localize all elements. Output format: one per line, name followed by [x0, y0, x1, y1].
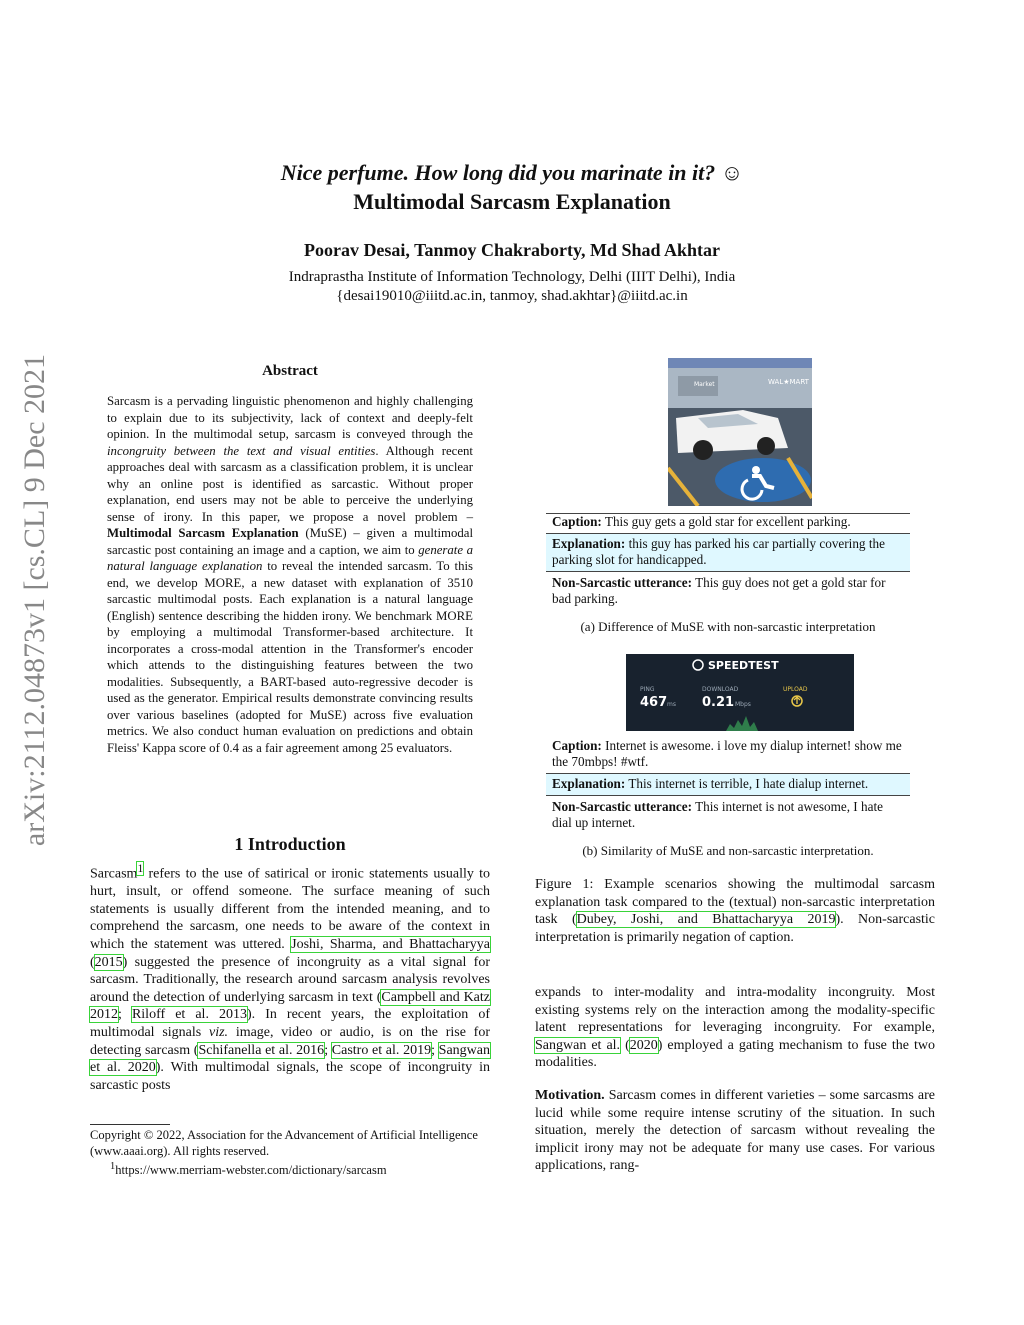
- non-sarcastic-text: This guy does not get a gold star for bad parking.: [552, 575, 886, 606]
- store-sign-walmart: WAL★MART: [768, 378, 809, 386]
- explanation-label: Explanation:: [552, 776, 626, 791]
- footnote-1: [90, 1159, 490, 1179]
- intro-text: ;: [431, 1042, 439, 1058]
- figure-b-explanation: [546, 773, 910, 795]
- abstract-p4: to reveal the intended sarcasm. To this end, we develop MORE, a new dataset with explanation of 3510 sarcastic multimodal posts. Each explanation is a natural language (English) sentence describing the hidden irony. We benchmark MORE by employing a multimodal Transformer-based architecture. It incorporates a cross-modal attention in the Transformer's encoder which attends to the distinguishing features between the two modalities. Subsequently, a BART-based auto-regressive decoder is used as the generator. Empirical results demonstrate convincing results over various baselines (adopted for MuSE) across five evaluation metrics. We also conduct human evaluation on predictions and obtain Fleiss' Kappa score of 0.4 as a fair agreement among 25 evaluators.: [107, 559, 473, 755]
- copyright-note: Copyright © 2022, Association for the Advancement of Artificial Intelligence (www.aaai.org). All rights reserved.: [90, 1128, 478, 1158]
- caption-text: Internet is awesome. i love my dialup internet! show me the 70mbps! #wtf.: [552, 738, 902, 769]
- intro-text: (: [90, 954, 95, 970]
- abstract-heading: Abstract: [262, 363, 318, 379]
- footnote-mark: 1: [110, 1161, 116, 1172]
- caption-text: This guy gets a gold star for excellent parking.: [601, 514, 851, 529]
- footnote-rule: [90, 1124, 170, 1125]
- citation-link[interactable]: Schifanella et al. 2016: [198, 1042, 325, 1058]
- download-label: DOWNLOAD: [702, 686, 739, 693]
- muse-term: Multimodal Sarcasm Explanation: [107, 526, 299, 540]
- intro-text: ) suggested the presence of incongruity as a vital signal for sarcasm. Traditionally, the research around sarcasm analysis revolves around the detection of underlying sarcasm in text (: [90, 954, 490, 1005]
- abstract-p1-em: incongruity between the text and visual entities: [107, 443, 376, 458]
- non-sarcastic-text: This internet is not awesome, I hate dial up internet.: [552, 799, 883, 830]
- intro-text: ;: [118, 1007, 132, 1023]
- body-text: ) employed a gating mechanism to fuse the two modalities.: [535, 1037, 936, 1071]
- introduction-heading: 1 Introduction: [234, 834, 346, 854]
- caption-label: Caption:: [552, 514, 602, 529]
- figure-a-non-sarcastic: [546, 571, 910, 607]
- abstract-p3-em: generate a natural language explanation: [107, 542, 474, 573]
- ping-label: PING: [640, 686, 655, 693]
- figure-1-caption: [535, 876, 935, 946]
- footnote-link[interactable]: 1: [137, 862, 144, 875]
- abstract-p1: Sarcasm is a pervading linguistic phenomenon and highly challenging to explain due to its subjectivity, lack of context and deeply-felt opinion. In the multimodal setup, sarcasm is conveyed through the: [107, 394, 473, 441]
- explanation-label: Explanation:: [552, 536, 626, 551]
- motivation-heading: Motivation.: [535, 1088, 605, 1103]
- non-sarcastic-label: Non-Sarcastic utterance:: [552, 799, 693, 814]
- figure-a-caption: [546, 513, 910, 533]
- body-text: (: [620, 1037, 630, 1053]
- arxiv-id: arXiv:2112.04873v1 [cs.CL] 9 Dec 2021: [18, 353, 51, 847]
- affiliation: Indraprastha Institute of Information Technology, Delhi (IIIT Delhi), India: [288, 269, 736, 285]
- citation-link[interactable]: Campbell and Katz 2012: [90, 989, 491, 1023]
- body-text: Sarcasm comes in different varieties – some sarcasms are lucid while some require intense scrutiny of the situation. In such situation, merely the detection of sarcasm without revealing the implicit irony may not be adequate for many use cases. For various applications, rang-: [535, 1088, 935, 1174]
- intro-text: refers to the use of satirical or ironic statements usually to hurt, insult, or offend someone. The surface meaning of such statements is usually different from the intended meaning, and to comprehend the sarcasm, one needs to be aware of the context in which the statement was uttered.: [90, 866, 490, 953]
- abstract-p3: (MuSE) – given a multimodal sarcastic post containing an image and a caption, we aim to: [107, 526, 473, 557]
- right-column-paragraph: [535, 984, 935, 1072]
- citation-link[interactable]: Sangwan et al. 2020: [90, 1042, 490, 1076]
- subfigure-b-caption: (b) Similarity of MuSE and non-sarcastic interpretation.: [582, 843, 874, 858]
- arxiv-stamp: [15, 353, 55, 847]
- intro-text: image, video or audio, is on the rise for detecting sarcasm (: [90, 1025, 490, 1058]
- intro-text: ). In recent years, the exploitation of multimodal signals: [90, 1007, 490, 1040]
- figure-caption-text: Figure 1: Example scenarios showing the multimodal sarcasm explanation task compared to the (textual) non-sarcastic interpretation task (: [535, 877, 935, 928]
- caption-label: Caption:: [552, 738, 602, 753]
- emails: {desai19010@iiitd.ac.in, tanmoy, shad.akhtar}@iiitd.ac.in: [336, 288, 688, 304]
- parking-photo: [668, 358, 812, 506]
- footnotes: [90, 1128, 490, 1179]
- footnote-url[interactable]: https://www.merriam-webster.com/dictionary/sarcasm: [115, 1163, 387, 1178]
- intro-text: ;: [324, 1042, 332, 1058]
- citation-link[interactable]: 2015: [94, 954, 123, 970]
- authors: Poorav Desai, Tanmoy Chakraborty, Md Shad Akhtar: [303, 240, 721, 260]
- download-unit: Mbps: [735, 701, 751, 708]
- figure-b-textbox: [546, 738, 910, 831]
- non-sarcastic-label: Non-Sarcastic utterance:: [552, 575, 693, 590]
- paper-title-line2: Multimodal Sarcasm Explanation: [353, 189, 671, 214]
- motivation-paragraph: [535, 1087, 935, 1175]
- intro-text: viz.: [208, 1025, 229, 1040]
- figure-b-image: [626, 654, 854, 731]
- body-text: expands to inter-modality and intra-modality incongruity. Most existing systems rely on the interaction among the modality-specific latent representations for leveraging incongruity. For example,: [535, 985, 935, 1036]
- paper-title-line1: Nice perfume. How long did you marinate in it? ☺: [280, 160, 744, 185]
- citation-link[interactable]: Joshi, Sharma, and Bhattacharyya: [291, 937, 490, 953]
- citation-link[interactable]: Dubey, Joshi, and Bhattacharyya 2019: [576, 912, 836, 928]
- ping-value: 467: [640, 695, 668, 710]
- intro-text: ). With multimodal signals, the scope of incongruity in sarcastic posts: [90, 1060, 490, 1093]
- ping-unit: ms: [667, 701, 676, 708]
- speedtest-title: SPEEDTEST: [708, 659, 779, 672]
- citation-link[interactable]: Riloff et al. 2013: [131, 1007, 247, 1023]
- figure-b-non-sarcastic: [546, 795, 910, 831]
- figure-a-explanation: [546, 533, 910, 571]
- affiliation-block: [0, 268, 1024, 306]
- figure-caption-text: ). Non-sarcastic interpretation is primarily negation of caption.: [535, 912, 936, 945]
- introduction-text: [90, 860, 490, 1094]
- figure-b-caption: [546, 738, 910, 773]
- citation-link[interactable]: Castro et al. 2019: [331, 1042, 432, 1058]
- figure-a-textbox: [546, 513, 910, 607]
- citation-link[interactable]: 2020: [629, 1037, 658, 1053]
- subfigure-a-caption: (a) Difference of MuSE with non-sarcastic interpretation: [580, 619, 876, 634]
- upload-label: UPLOAD: [783, 686, 808, 693]
- citation-link[interactable]: Sangwan et al.: [535, 1037, 621, 1053]
- store-sign-market: Market: [694, 381, 715, 388]
- abstract-p2: . Although recent approaches deal with sarcasm as a classification problem, it is unclear why an online post is identified as sarcastic. Without proper explanation, end users may not be able to perceive the underlying sense of irony. In this paper, we propose a novel problem –: [107, 443, 473, 524]
- explanation-text: This internet is terrible, I hate dialup internet.: [625, 776, 869, 791]
- download-value: 0.21: [702, 695, 735, 710]
- speedtest-screenshot: [626, 654, 854, 731]
- figure-a-image: [668, 358, 812, 506]
- intro-text: Sarcasm: [90, 866, 138, 882]
- abstract-text: [107, 393, 473, 756]
- explanation-text: this guy has parked his car partially covering the parking slot for handicapped.: [552, 536, 885, 567]
